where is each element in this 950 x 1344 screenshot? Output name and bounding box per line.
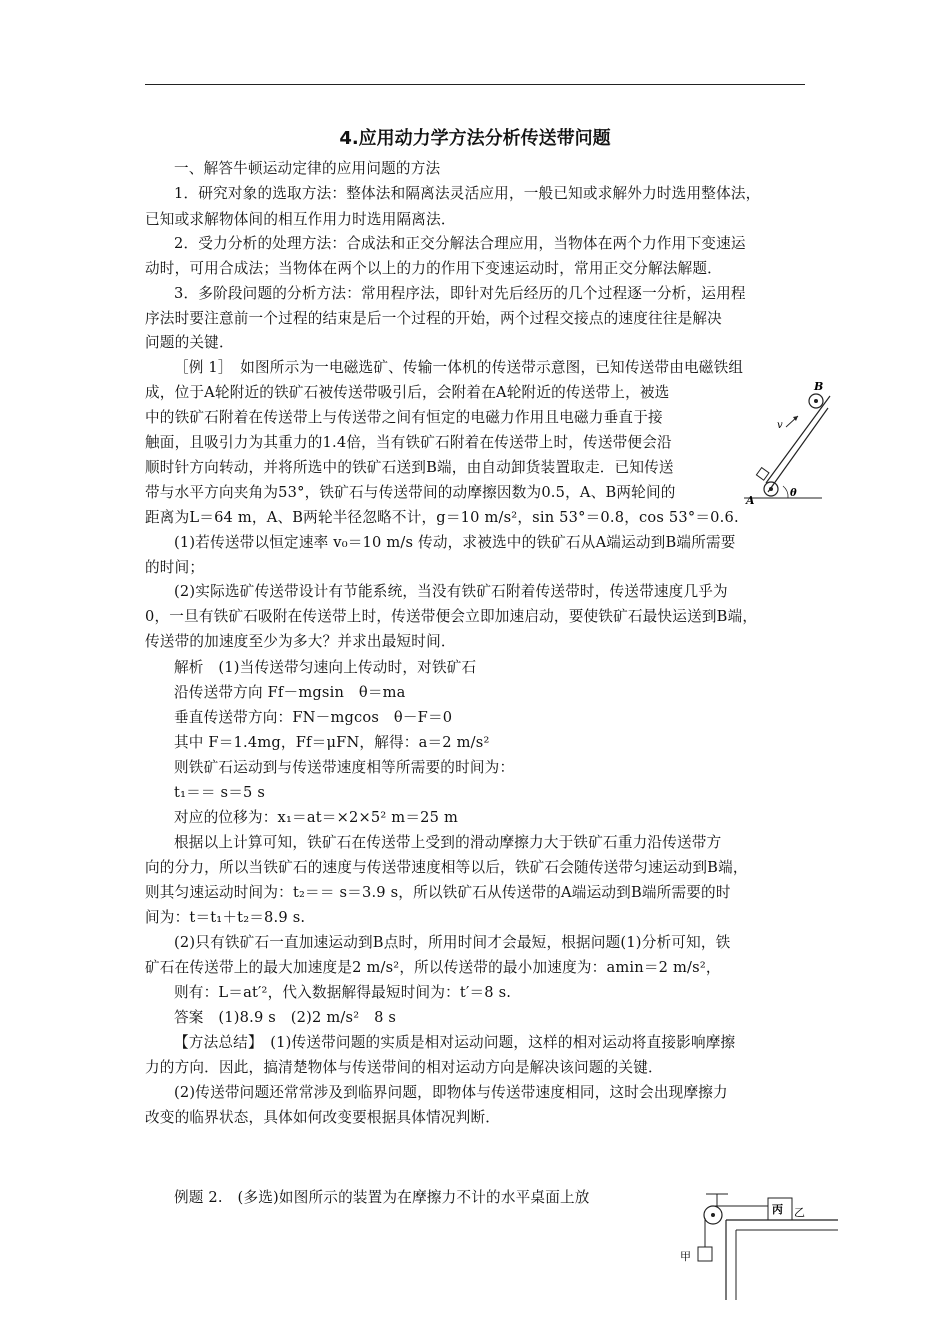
- text-line: t₁＝＝ s＝5 s: [174, 784, 266, 801]
- text-line: 对应的位移为：x₁＝at＝×2×5² m＝25 m: [174, 809, 458, 826]
- angle-arc: [783, 486, 788, 498]
- text-line: 则其匀速运动时间为：t₂＝＝ s＝3.9 s，所以铁矿石从传送带的A端运动到B端所需要的时: [145, 884, 731, 901]
- text-line: 则有：L＝at′²，代入数据解得最短时间为：t′＝8 s.: [174, 984, 512, 1001]
- text-line: 矿石在传送带上的最大加速度是2 m/s²，所以传送带的最小加速度为：amin＝2 m/s²，: [145, 959, 721, 976]
- text-line: 传送带的加速度至少为多大？并求出最短时间．: [145, 633, 456, 650]
- page-title: 4.应用动力学方法分析传送带问题: [339, 128, 611, 149]
- label-b: B: [814, 380, 824, 393]
- conveyor-belt-figure: [744, 380, 824, 507]
- label-theta: θ: [790, 488, 797, 499]
- label-bing: 丙: [772, 1203, 783, 1216]
- text-line: 带与水平方向夹角为53°，铁矿石与传送带间的动摩擦因数为0.5，A、B两轮间的: [145, 484, 676, 501]
- text-line: 间为：t＝t₁＋t₂＝8.9 s.: [145, 909, 306, 926]
- text-line: (2)传送带问题还常常涉及到临界问题，即物体与传送带速度相同，这时会出现摩擦力: [174, 1084, 728, 1101]
- pulley-hub: [711, 1213, 715, 1217]
- pulley-a-hub: [769, 487, 773, 491]
- text-line: 已知或求解物体间的相互作用力时选用隔离法．: [145, 211, 456, 228]
- text-line: ［例 1］ 如图所示为一电磁选矿、传输一体机的传送带示意图，已知传送带由电磁铁组: [174, 359, 744, 376]
- text-line: 2．受力分析的处理方法：合成法和正交分解法合理应用，当物体在两个力作用下变速运: [174, 235, 746, 252]
- text-line: 距离为L＝64 m，A、B两轮半径忽略不计，g＝10 m/s²，sin 53°＝0.8，cos 53°＝0.6.: [145, 509, 739, 526]
- text-line: 动时，可用合成法；当物体在两个以上的力的作用下变速运动时，常用正交分解法解题．: [145, 260, 722, 277]
- text-line: (2)实际选矿传送带设计有节能系统，当没有铁矿石附着传送带时，传送带速度几乎为: [174, 583, 728, 600]
- text-line: 序法时要注意前一个过程的结束是后一个过程的开始，两个过程交接点的速度往往是解决: [145, 310, 722, 327]
- text-line: 解析 (1)当传送带匀速向上传动时，对铁矿石: [174, 659, 477, 676]
- text-line: 则铁矿石运动到与传送带速度相等所需要的时间为：: [174, 759, 515, 776]
- text-line: (1)若传送带以恒定速率 v₀＝10 m/s 传动，求被选中的铁矿石从A端运动到B端所需要: [174, 534, 736, 551]
- text-line: (2)只有铁矿石一直加速运动到B点时，所用时间才会最短，根据问题(1)分析可知，铁: [174, 934, 731, 951]
- text-line: 1．研究对象的选取方法：整体法和隔离法灵活应用，一般已知或求解外力时选用整体法，: [174, 185, 761, 202]
- answer-line: 答案 (1)8.9 s (2)2 m/s² 8 s: [174, 1009, 397, 1026]
- text-line: 其中 F＝1.4mg，Ff＝μFN，解得：a＝2 m/s²: [174, 734, 490, 751]
- pulley-b-hub: [814, 399, 818, 403]
- text-line: 成，位于A轮附近的铁矿石被传送带吸引后，会附着在A轮附近的传送带上，被选: [145, 384, 670, 401]
- text-line: 问题的关键．: [145, 334, 234, 351]
- belt-upper: [766, 396, 830, 483]
- text-line: 【方法总结】 (1)传送带问题的实质是相对运动问题，这样的相对运动将直接影响摩擦: [174, 1034, 736, 1051]
- block-jia: [698, 1247, 712, 1261]
- text-line: 一、解答牛顿运动定律的应用问题的方法: [174, 160, 441, 177]
- text-line: 顺时针方向转动，并将所选中的铁矿石送到B端，由自动卸货装置取走．已知传送: [145, 459, 674, 476]
- text-line: 的时间；: [145, 559, 205, 576]
- text-line: 力的方向．因此，搞清楚物体与传送带间的相对运动方向是解决该问题的关键．: [145, 1059, 663, 1076]
- text-line: 沿传送带方向 Ff－mgsin θ＝ma: [174, 684, 406, 701]
- text-line: 中的铁矿石附着在传送带上与传送带之间有恒定的电磁力作用且电磁力垂直于接: [145, 409, 663, 426]
- label-jia: 甲: [680, 1250, 691, 1263]
- ore-block: [756, 468, 769, 481]
- text-line: 根据以上计算可知，铁矿石在传送带上受到的滑动摩擦力大于铁矿石重力沿传送带方: [174, 834, 722, 851]
- text-line: 触面，且吸引力为其重力的1.4倍，当有铁矿石附着在传送带上时，传送带便会沿: [145, 434, 672, 451]
- text-line: 改变的临界状态，具体如何改变要根据具体情况判断．: [145, 1109, 501, 1126]
- text-line: 0，一旦有铁矿石吸附在传送带上时，传送带便会立即加速启动，要使铁矿石最快运送到B端，: [145, 608, 758, 625]
- text-line: 例题 2. (多选)如图所示的装置为在摩擦力不计的水平桌面上放: [174, 1189, 590, 1206]
- text-line: 垂直传送带方向：FN－mgcos θ－F＝0: [174, 709, 453, 726]
- label-v: v: [777, 420, 783, 431]
- label-yi: 乙: [794, 1206, 805, 1219]
- label-a: A: [746, 494, 755, 507]
- text-line: 3．多阶段问题的分析方法：常用程序法，即针对先后经历的几个过程逐一分析，运用程: [174, 285, 746, 302]
- pulley-table-figure: [676, 1178, 842, 1300]
- header-rule: [145, 84, 805, 85]
- text-line: 向的分力，所以当铁矿石的速度与传送带速度相等以后，铁矿石会随传送带匀速运动到B端，: [145, 859, 748, 876]
